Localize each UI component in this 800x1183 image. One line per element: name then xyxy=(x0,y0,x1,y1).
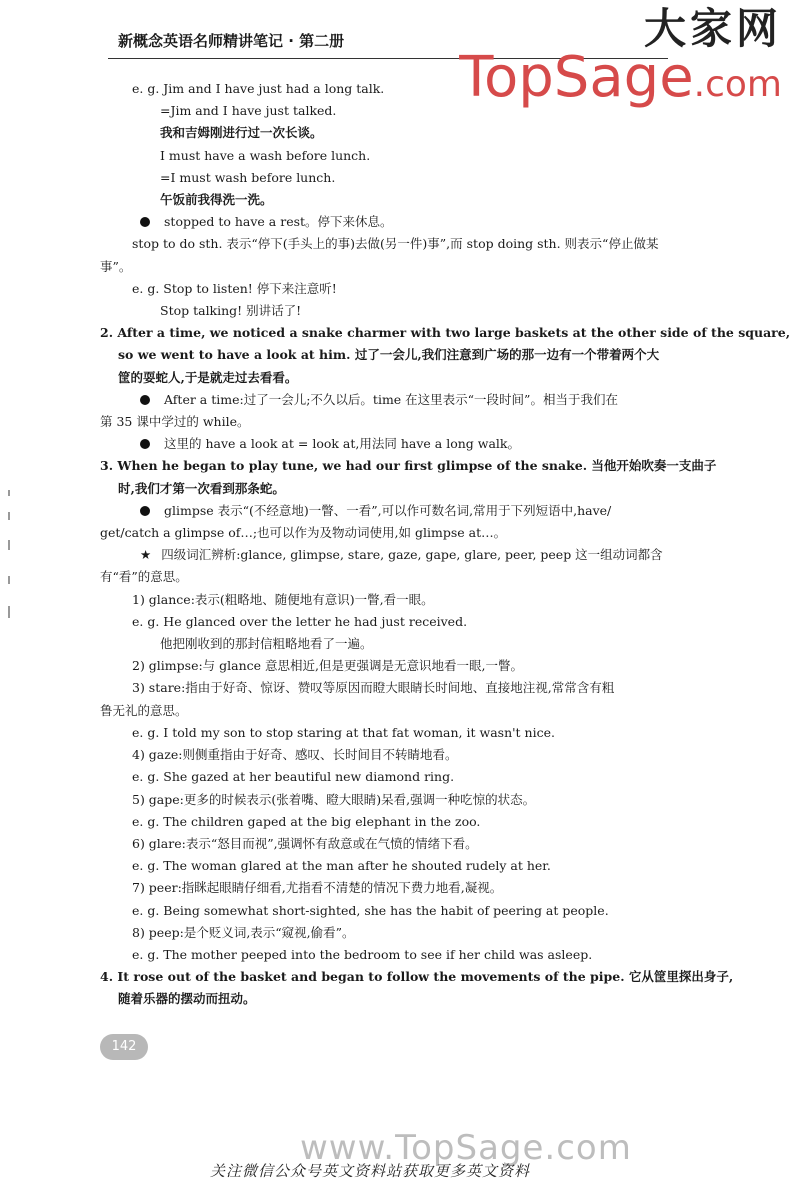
margin-mark xyxy=(8,576,10,584)
brand-cn-logo: 大家网 xyxy=(643,4,782,53)
example-line: e. g. The children gaped at the big elephant in the zoo. xyxy=(132,813,481,829)
bullet-line xyxy=(100,211,710,233)
example-line: e. g. The woman glared at the man after he shouted rudely at her. xyxy=(132,858,551,874)
sentence-heading: 3. When he began to play tune, we had our first glimpse of the snake. 当他开始吹奏一支曲子 xyxy=(100,458,717,474)
margin-mark xyxy=(8,606,10,618)
vocab-item: 5) gape:更多的时候表示(张着嘴、瞪大眼睛)呆看,强调一种吃惊的状态。 xyxy=(132,791,536,807)
translation-line: 我和吉姆刚进行过一次长谈。 xyxy=(160,125,323,141)
vocab-item: 1) glance:表示(粗略地、随便地有意识)一瞥,看一眼。 xyxy=(132,591,434,607)
sentence-heading: 2. After a time, we noticed a snake charmer with two large baskets at the other side of the square, xyxy=(100,325,791,341)
vocab-item: 4) gaze:则侧重指由于好奇、感叹、长时间目不转睛地看。 xyxy=(132,747,458,763)
example-line: =Jim and I have just talked. xyxy=(160,103,337,119)
example-line: I must have a wash before lunch. xyxy=(160,147,371,163)
vocab-item: 8) peep:是个贬义词,表示“窥视,偷看”。 xyxy=(132,924,355,940)
example-line: e. g. Being somewhat short-sighted, she has the habit of peering at people. xyxy=(132,902,609,918)
sentence-heading: 筐的耍蛇人,于是就走过去看看。 xyxy=(118,369,298,385)
brand-en-name: TopSage xyxy=(459,45,694,110)
bullet-dot xyxy=(140,395,150,405)
body-line: stop to do sth. 表示“停下(手头上的事)去做(另一件)事”,而 stop doing sth. 则表示“停止做某 xyxy=(132,236,659,252)
bullet-dot xyxy=(140,439,150,449)
bullet-dot xyxy=(140,506,150,516)
bullet-line xyxy=(100,389,710,411)
running-header: 新概念英语名师精讲笔记 · 第二册 xyxy=(118,32,345,50)
bullet-text: 这里的 have a look at = look at,用法同 have a long walk。 xyxy=(164,436,520,452)
bullet-line xyxy=(100,433,710,455)
bullet-text: After a time:过了一会儿;不久以后。time 在这里表示“一段时间”。相当于我们在 xyxy=(164,391,618,407)
footer-watermark: www.TopSage.com xyxy=(300,1128,632,1168)
brand-en-dotcom: .com xyxy=(693,64,782,105)
sentence-heading: 4. It rose out of the basket and began to follow the movements of the pipe. 它从筐里探出身子, xyxy=(100,969,734,985)
vocab-item: 7) peer:指眯起眼睛仔细看,尤指看不清楚的情况下费力地看,凝视。 xyxy=(132,880,503,896)
star-line xyxy=(100,544,710,566)
body-line: 事”。 xyxy=(100,258,132,274)
bullet-line xyxy=(100,500,710,522)
example-line: e. g. Stop to listen! 停下来注意听! xyxy=(132,280,337,296)
star-icon: ★ xyxy=(140,547,152,563)
example-line: e. g. The mother peeped into the bedroom to see if her child was asleep. xyxy=(132,946,593,962)
example-line: e. g. Jim and I have just had a long talk. xyxy=(132,81,385,96)
margin-mark xyxy=(8,512,10,520)
example-line: e. g. He glanced over the letter he had just received. xyxy=(132,613,468,629)
margin-mark xyxy=(8,540,10,550)
example-line: Stop talking! 别讲话了! xyxy=(160,303,302,319)
example-line: =I must wash before lunch. xyxy=(160,169,336,185)
body-line: get/catch a glimpse of…;也可以作为及物动词使用,如 glimpse at…。 xyxy=(100,525,507,541)
page-number: 142 xyxy=(100,1034,148,1060)
bullet-text: stopped to have a rest。停下来休息。 xyxy=(164,214,393,230)
footer-note: 关注微信公众号英文资料站获取更多英文资料 xyxy=(210,1162,531,1180)
star-text: 四级词汇辨析:glance, glimpse, stare, gaze, gape, glare, peer, peep 这一组动词都含 xyxy=(161,547,663,563)
example-line: e. g. She gazed at her beautiful new diamond ring. xyxy=(132,769,455,785)
bullet-dot xyxy=(140,217,150,227)
translation-line: 他把刚收到的那封信粗略地看了一遍。 xyxy=(160,636,373,652)
vocab-item: 2) glimpse:与 glance 意思相近,但是更强调是无意识地看一眼,一瞥。 xyxy=(132,658,523,674)
example-line: e. g. I told my son to stop staring at that fat woman, it wasn't nice. xyxy=(132,724,555,740)
bullet-text: glimpse 表示“(不经意地)一瞥、一看”,可以作可数名词,常用于下列短语中,have/ xyxy=(164,502,612,518)
body-line: 鲁无礼的意思。 xyxy=(100,702,188,718)
margin-mark xyxy=(8,490,10,496)
sentence-heading: so we went to have a look at him. 过了一会儿,我们注意到广场的那一边有一个带着两个大 xyxy=(118,347,660,363)
body-line: 有“看”的意思。 xyxy=(100,569,188,585)
sentence-heading: 时,我们才第一次看到那条蛇。 xyxy=(118,480,285,496)
body-line: 第 35 课中学过的 while。 xyxy=(100,414,250,430)
vocab-item: 3) stare:指由于好奇、惊讶、赞叹等原因而瞪大眼睛长时间地、直接地注视,常常含有粗 xyxy=(132,680,615,696)
translation-line: 午饭前我得洗一洗。 xyxy=(160,192,273,208)
sentence-heading: 随着乐器的摆动而扭动。 xyxy=(118,991,256,1007)
vocab-item: 6) glare:表示“怒目而视”,强调怀有敌意或在气愤的情绪下看。 xyxy=(132,835,478,851)
